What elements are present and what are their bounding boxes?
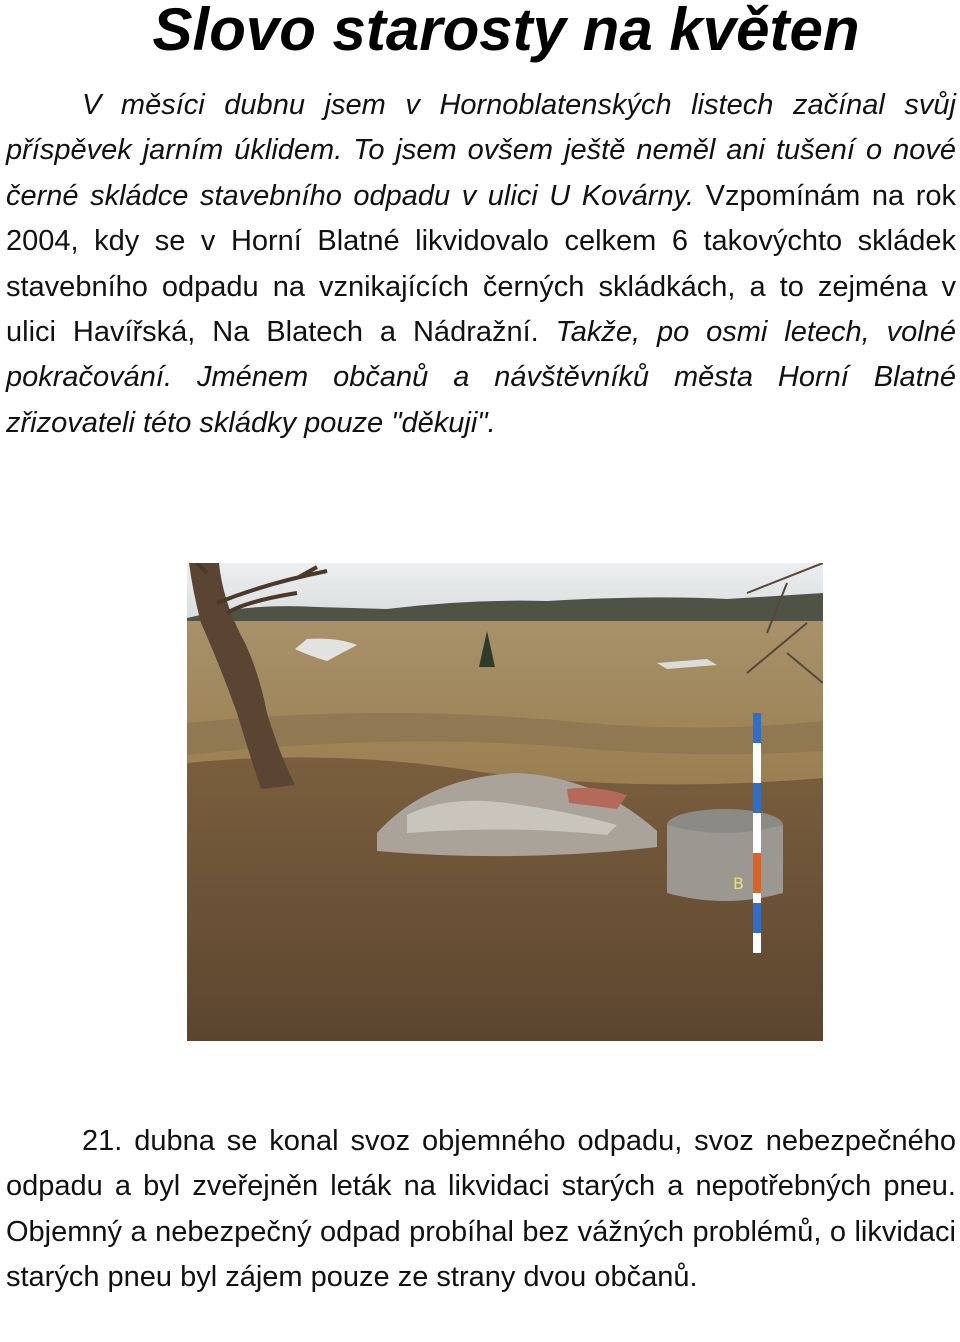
intro-sentence-regular: Vzpomínám na rok 2004, kdy se v Horní Blatné likvidovalo celkem 6 takovýchto skládek stavebního odpadu na vznikajících černých skládkách, a to zejména v ulici Havířská, Na Blatech a Nádražní. bbox=[6, 179, 956, 349]
survey-pole-band bbox=[753, 713, 761, 743]
manhole-marking: B bbox=[733, 874, 744, 893]
intro-paragraph bbox=[6, 83, 956, 446]
article-title: Slovo starosty na květen bbox=[152, 0, 860, 63]
intro-sentence-italic: V měsíci dubnu jsem v Hornoblatenských listech začínal svůj příspěvek jarním úklidem. To jsem ovšem ještě neměl ani tušení o nové černé skládce stavebního odpadu v ulici U Kovárny. bbox=[6, 89, 956, 212]
survey-pole-band-4 bbox=[753, 903, 761, 933]
second-paragraph: 21. dubna se konal svoz objemného odpadu, svoz nebezpečného odpadu a byl zveřejněn leták na likvidaci starých a nepotřebných pneu. Objemný a nebezpečný odpad probíhal bez vážných problémů, o likvidaci starých pneu byl zájem pouze ze strany dvou občanů. bbox=[6, 1125, 956, 1294]
manhole-ring bbox=[667, 825, 783, 901]
intro-closing-italic: Takže, po osmi letech, volné pokračování. Jménem občanů a návštěvníků města Horní Blatné zřizovateli této skládky pouze "děkuji". bbox=[6, 316, 956, 439]
survey-pole-band-3 bbox=[753, 853, 761, 893]
survey-pole-band-2 bbox=[753, 783, 761, 813]
illegal-dump-photo bbox=[187, 563, 823, 1041]
